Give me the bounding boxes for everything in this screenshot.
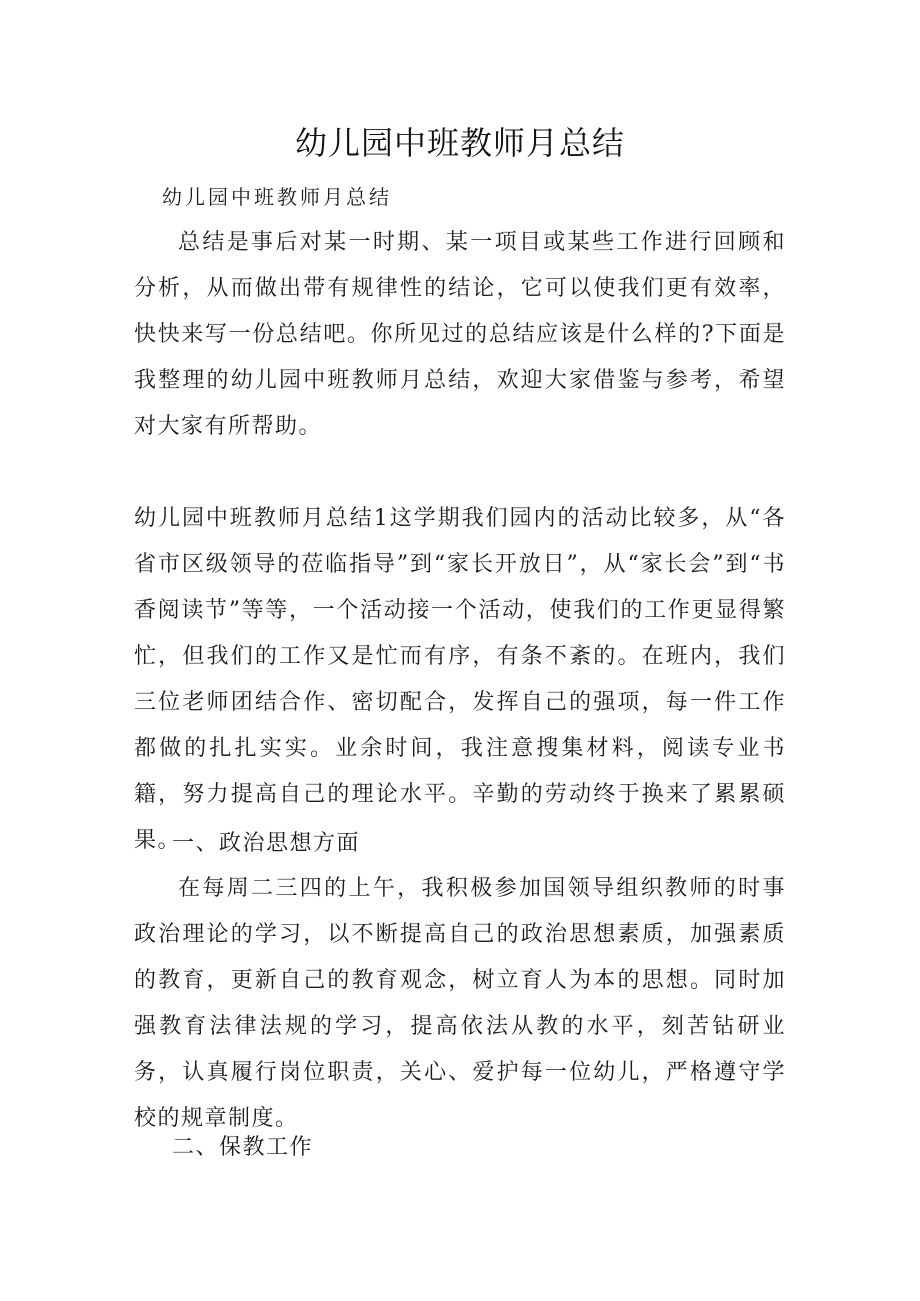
section-heading-care: 二、保教工作: [172, 1135, 314, 1160]
document-subtitle: 幼儿园中班教师月总结: [162, 185, 392, 209]
politics-paragraph: 在每周二三四的上午，我积极参加国领导组织教师的时事政治理论的学习，以不断提高自己的政治思想素质，加强素质的教育，更新自己的教育观念，树立育人为本的思想。同时加强教育法律法规的学习，提高依法从教的水平，刻苦钻研业务，认真履行岗位职责，关心、爱护每一位幼儿，严格遵守学校的规章制度。: [134, 876, 786, 1131]
intro-paragraph: 总结是事后对某一时期、某一项目或某些工作进行回顾和分析，从而做出带有规律性的结论，它可以使我们更有效率，快快来写一份总结吧。你所见过的总结应该是什么样的?下面是我整理的幼儿园中班教师月总结，欢迎大家借鉴与参考，希望对大家有所帮助。: [134, 230, 786, 439]
section-heading-politics: 一、政治思想方面: [172, 831, 361, 856]
summary-one-paragraph: 幼儿园中班教师月总结1这学期我们园内的活动比较多，从“各省市区级领导的莅临指导”到“家长开放日”，从“家长会”到“书香阅读节”等等，一个活动接一个活动，使我们的工作更显得繁忙，但我们的工作又是忙而有序，有条不紊的。在班内，我们三位老师团结合作、密切配合，发挥自己的强项，每一件工作都做的扎扎实实。业余时间，我注意搜集材料，阅读专业书籍，努力提高自己的理论水平。辛勤的劳动终于换来了累累硕果。: [134, 506, 786, 853]
document-title: 幼儿园中班教师月总结: [294, 124, 625, 162]
